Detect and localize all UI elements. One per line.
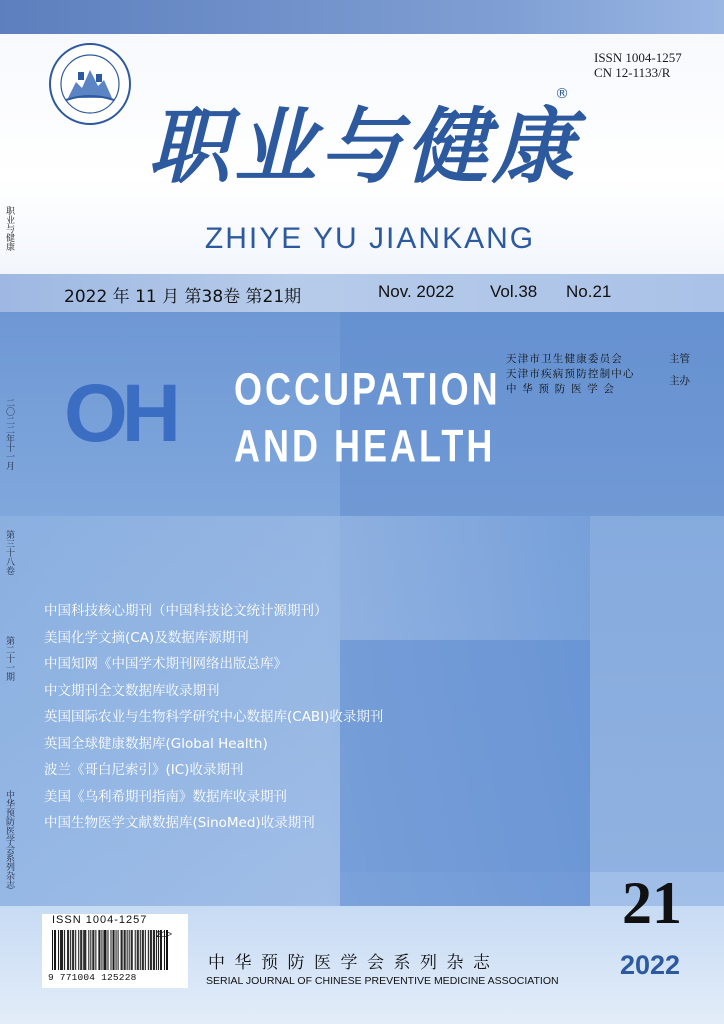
indexing-list (44, 598, 464, 837)
spine-volume: 第三十八卷 (4, 530, 14, 575)
journal-title-pinyin: ZHIYE YU JIANKANG (204, 222, 536, 255)
registered-mark: ® (555, 86, 569, 102)
spine-issue: 第二十一期 (4, 636, 14, 681)
barcode-icon (52, 930, 168, 974)
sponsor-line: 天津市卫生健康委员会 (506, 353, 623, 365)
english-title-line2: AND HEALTH (234, 420, 496, 472)
barcode-issn: ISSN 1004-1257 (52, 914, 148, 926)
issn-top: ISSN 1004-1257 (594, 50, 682, 65)
issue-number: 21 (622, 870, 682, 936)
top-color-strip (0, 0, 724, 34)
volume-english: Vol.38 (490, 282, 538, 301)
series-title-english: SERIAL JOURNAL OF CHINESE PREVENTIVE MEDICINE ASSOCIATION (206, 975, 559, 987)
indexing-item: 中国科技核心期刊（中国科技论文统计源期刊） (44, 603, 328, 619)
indexing-item: 美国化学文摘(CA)及数据库源期刊 (44, 629, 249, 646)
date-english: Nov. 2022 (378, 282, 455, 301)
barcode-addon: 21> (156, 930, 173, 940)
society-seal-icon (48, 42, 132, 126)
right-panel (590, 516, 724, 906)
journal-title-chinese: 职业与健康 (148, 99, 578, 195)
indexing-item: 美国《乌利希期刊指南》数据库收录期刊 (44, 788, 287, 805)
barcode-digits: 9 771004 125228 (48, 972, 137, 983)
sponsor-role: 主管 (669, 353, 690, 365)
english-title-line1: OCCUPATION (234, 363, 501, 415)
indexing-item: 英国国际农业与生物科学研究中心数据库(CABI)收录期刊 (44, 709, 384, 725)
series-title-chinese: 中华预防医学会系列杂志 (208, 953, 500, 973)
indexing-item: 中国生物医学文献数据库(SinoMed)收录期刊 (44, 815, 315, 831)
issue-year: 2022 (620, 950, 681, 980)
indexing-item: 中国知网《中国学术期刊网络出版总库》 (44, 656, 287, 672)
indexing-item: 中文期刊全文数据库收录期刊 (44, 682, 220, 699)
date-chinese: 2022 年 11 月 第38卷 第21期 (64, 287, 302, 307)
indexing-item: 英国全球健康数据库(Global Health) (44, 735, 268, 752)
spine-title: 职业与健康 (4, 206, 14, 251)
sponsor-line: 天津市疾病预防控制中心 (506, 368, 635, 380)
oh-logo: OH (64, 368, 175, 459)
indexing-item: 波兰《哥白尼索引》(IC)收录期刊 (44, 762, 244, 778)
spine-date: 二〇二二年十一月 (4, 398, 14, 470)
sponsor-role: 主办 (669, 375, 690, 387)
sponsor-line: 中 华 预 防 医 学 会 (506, 383, 616, 395)
cn-number: CN 12-1133/R (594, 65, 671, 80)
spine-series: 中华预防医学会系列杂志 (4, 790, 14, 889)
issue-english: No.21 (566, 282, 612, 301)
